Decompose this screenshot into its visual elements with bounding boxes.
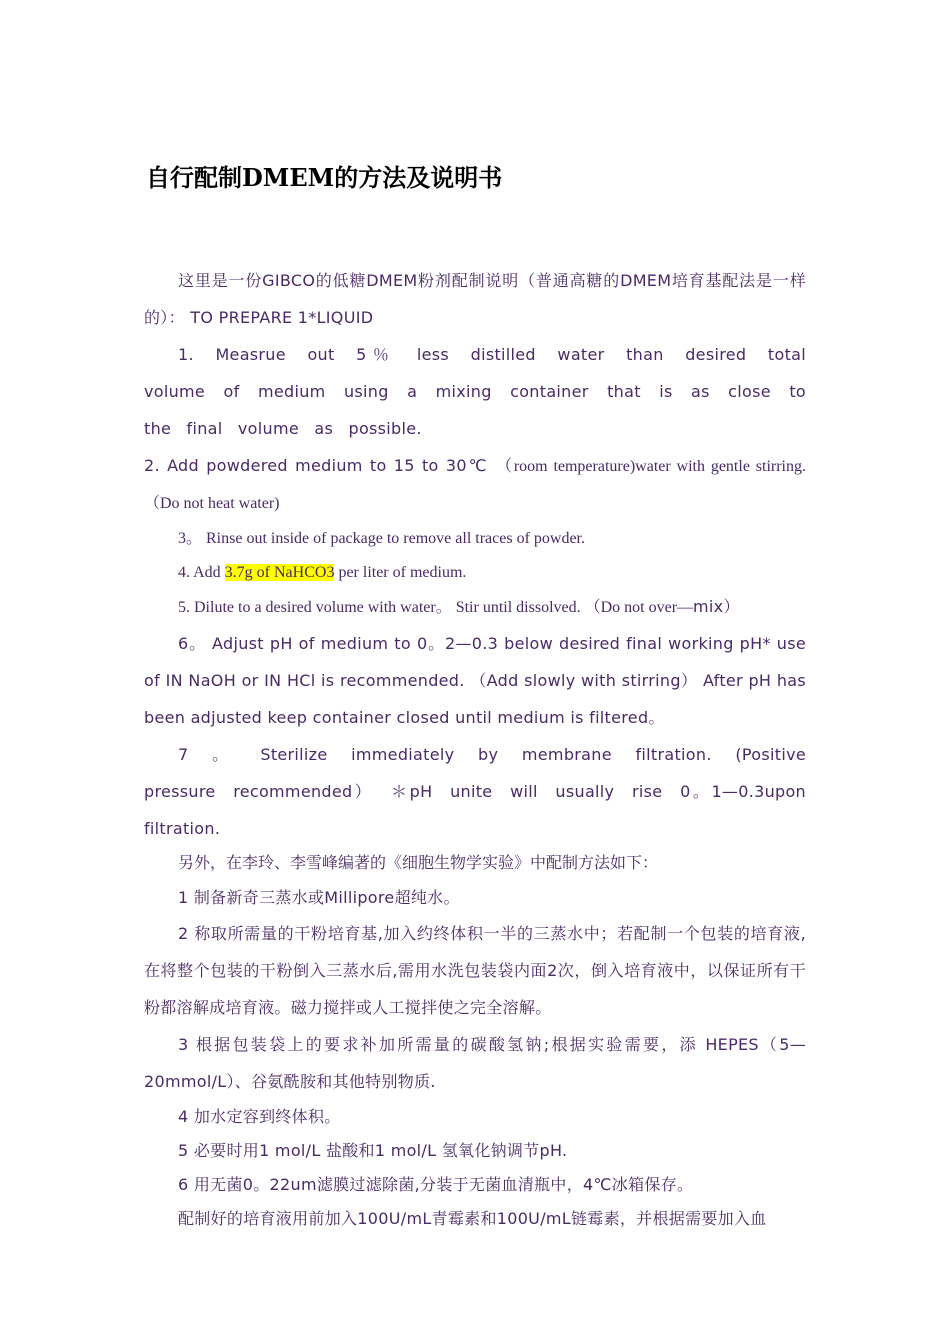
alt-step-4: 4 加水定容到终体积。 bbox=[178, 1107, 341, 1126]
document-body bbox=[144, 262, 806, 1236]
alt-step-2: 2 称取所需量的干粉培育基,加入约终体积一半的三蒸水中；若配制一个包装的培育液,在将整个包装的干粉倒入三蒸水后,需用水洗包装袋内面2次，倒入培育液中，以保证所有干粉都溶解成培育液。磁力搅拌或人工搅拌使之完全溶解。 bbox=[144, 924, 806, 1017]
step-4-text-after: per liter of medium. bbox=[334, 564, 467, 581]
step-5-text-part-1: 5. Dilute to a desired volume with water。 Stir until dissolved. （Do not over— bbox=[178, 599, 694, 616]
alt-method-intro: 另外，在李玲、李雪峰编著的《细胞生物学实验》中配制方法如下： bbox=[178, 855, 659, 872]
step-5-text-part-2: mix） bbox=[693, 597, 740, 616]
alt-step-6: 6 用无菌0。22um滤膜过滤除菌,分装于无菌血清瓶中，4℃冰箱保存。 bbox=[178, 1175, 694, 1194]
document-title: 自行配制DMEM的方法及说明书 bbox=[146, 163, 503, 192]
step-2-text-part-1: 2. Add powdered medium to 15 to 30℃ bbox=[144, 456, 496, 475]
step-1-paragraph: 1. Measrue out 5％ less distilled water than desired total volume of medium using a mixing container that is as close to the final volume as possible. bbox=[144, 345, 806, 438]
step-7-paragraph: 7 。 Sterilize immediately by membrane filtration. (Positive pressure recommended） ＊pH unite will usually rise 0。1—0.3upon filtration. bbox=[144, 745, 806, 838]
alt-step-3: 3 根据包装袋上的要求补加所需量的碳酸氢钠;根据实验需要，添 HEPES（5—20mmol/L）、谷氨酰胺和其他特别物质. bbox=[144, 1035, 806, 1091]
step-5-paragraph bbox=[144, 590, 806, 625]
intro-paragraph: 这里是一份GIBCO的低糖DMEM粉剂配制说明（普通高糖的DMEM培育基配法是一样的）： TO PREPARE 1*LIQUID bbox=[144, 271, 806, 327]
step-2-paragraph bbox=[144, 447, 806, 522]
step-4-text-before: 4. Add bbox=[178, 564, 225, 581]
step-4-paragraph bbox=[144, 556, 806, 590]
step-6-paragraph: 6。 Adjust pH of medium to 0。2—0.3 below desired final working pH* use of IN NaOH or IN HCl is recommended. （Add slowly with stirring） After pH has been adjusted keep container closed until medium is filtered。 bbox=[144, 634, 806, 727]
highlighted-nahco3-amount: 3.7g of NaHCO3 bbox=[224, 564, 335, 581]
step-3-paragraph: 3。 Rinse out inside of package to remove all traces of powder. bbox=[178, 530, 585, 547]
alt-step-5: 5 必要时用1 mol/L 盐酸和1 mol/L 氢氧化钠调节pH. bbox=[178, 1141, 568, 1160]
closing-paragraph: 配制好的培育液用前加入100U/mL青霉素和100U/mL链霉素，并根据需要加入血 bbox=[178, 1209, 767, 1228]
alt-step-1: 1 制备新奇三蒸水或Millipore超纯水。 bbox=[178, 888, 460, 907]
step-2-text-part-2: （room temperature)water with gentle stirring.（Do not heat water) bbox=[144, 458, 806, 512]
